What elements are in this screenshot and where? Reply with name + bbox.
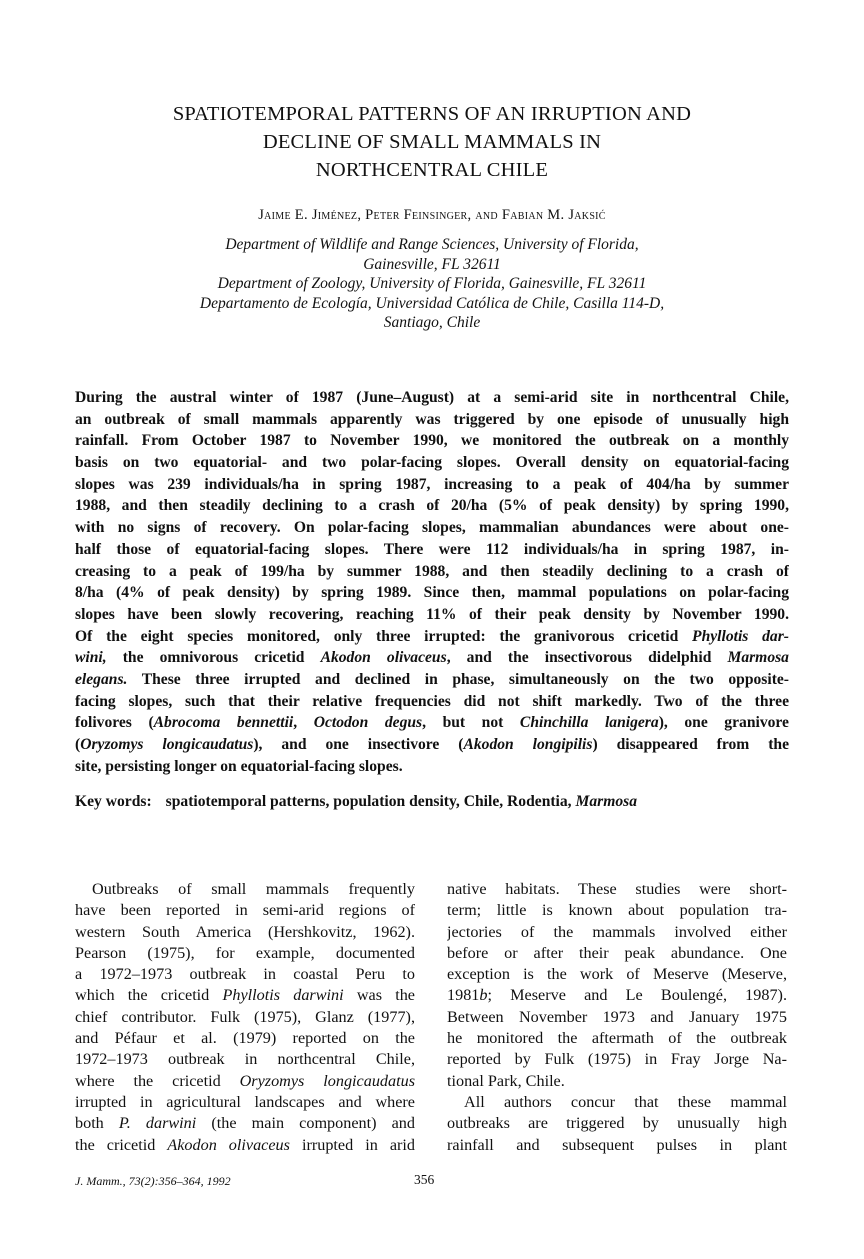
text-line: irrupted in agricultural landscapes and where [75, 1092, 415, 1111]
title-line: SPATIOTEMPORAL PATTERNS OF AN IRRUPTION AND [172, 103, 692, 125]
text-line: basis on two equatorial- and two polar-facing slopes. Overall density on equatorial-facing [75, 454, 789, 472]
text-line: slopes was 239 individuals/ha in spring 1987, increasing to a peak of 404/ha by summer [75, 475, 789, 493]
keywords-label: Key words: [75, 793, 152, 810]
text-line: which the cricetid Phyllotis darwini was the [75, 986, 415, 1005]
text-line: All authors concur that these mammal [464, 1092, 787, 1111]
text-line: native habitats. These studies were short- [447, 880, 787, 898]
paper-title [0, 100, 864, 184]
text-line: western South America (Hershkovitz, 1962). [75, 922, 415, 941]
text-line: Of the eight species monitored, only three irrupted: the granivorous cricetid Phyllotis dar- [75, 627, 789, 645]
text-line: 1972–1973 outbreak in northcentral Chile, [75, 1050, 415, 1069]
text-line: before or after their peak abundance. One [447, 943, 787, 962]
text-line: 8/ha (4% of peak density) by spring 1989. Since then, mammal populations on polar-facing [75, 584, 789, 602]
text-line: elegans. These three irrupted and declined in phase, simultaneously on the two opposite- [75, 670, 789, 688]
text-line: half those of equatorial-facing slopes. There were 112 individuals/ha in spring 1987, in- [75, 540, 789, 558]
text-line: an outbreak of small mammals apparently was triggered by one episode of unusually high [75, 410, 789, 428]
text-line: facing slopes, such that their relative frequencies did not shift markedly. Two of the three [75, 692, 789, 710]
text-line: he monitored the aftermath of the outbreak [447, 1029, 787, 1048]
text-line: a 1972–1973 outbreak in coastal Peru to [75, 965, 415, 984]
affiliation-line: Department of Zoology, University of Florida, Gainesville, FL 32611 [217, 275, 647, 293]
text-line: rainfall. From October 1987 to November 1990, we monitored the outbreak on a monthly [75, 432, 789, 450]
text-line: jectories of the mammals involved either [447, 922, 787, 941]
text-line: site, persisting longer on equatorial-facing slopes. [75, 757, 403, 775]
affiliation-line: Departamento de Ecología, Universidad Católica de Chile, Casilla 114-D, [199, 294, 665, 312]
text-line: (Oryzomys longicaudatus), and one insectivore (Akodon longipilis) disappeared from the [75, 736, 789, 753]
title-line: NORTHCENTRAL CHILE [315, 159, 549, 181]
keywords [75, 793, 789, 811]
text-line: wini, the omnivorous cricetid Akodon olivaceus, and the insectivorous didelphid Marmosa [75, 649, 789, 667]
text-line: chief contributor. Fulk (1975), Glanz (1977), [75, 1007, 415, 1026]
text-line: Between November 1973 and January 1975 [447, 1007, 787, 1026]
text-line: term; little is known about population tra- [447, 901, 787, 920]
journal-citation: J. Mamm., 73(2):356–364, 1992 [75, 1174, 231, 1188]
abstract [75, 387, 789, 777]
text-line: Pearson (1975), for example, documented [75, 943, 415, 962]
text-line: 1988, and then steadily declining to a crash of 20/ha (5% of peak density) by spring 1990, [75, 497, 789, 515]
text-line: slopes have been slowly recovering, reaching 11% of their peak density by November 1990. [75, 605, 789, 623]
body-column-left [75, 879, 415, 1156]
affiliations [0, 235, 864, 333]
text-line: Outbreaks of small mammals frequently [92, 880, 415, 898]
text-line: exception is the work of Meserve (Meserve, [447, 965, 787, 984]
text-line: rainfall and subsequent pulses in plant [447, 1135, 787, 1154]
text-line: and Péfaur et al. (1979) reported on the [75, 1029, 415, 1048]
affiliation-line: Department of Wildlife and Range Sciences, University of Florida, [225, 236, 639, 253]
text-line: both P. darwini (the main component) and [75, 1114, 415, 1133]
author-list: Jaime E. Jiménez, Peter Feinsinger, and Fabian M. Jaksić [258, 207, 606, 223]
affiliation-line: Santiago, Chile [383, 314, 481, 332]
text-line: the cricetid Akodon olivaceus irrupted in arid [75, 1135, 415, 1154]
text-line: have been reported in semi-arid regions of [75, 901, 415, 920]
affiliation-line: Gainesville, FL 32611 [363, 255, 501, 273]
text-line: outbreaks are triggered by unusually high [447, 1114, 787, 1133]
text-line: with no signs of recovery. On polar-facing slopes, mammalian abundances were about one- [75, 519, 789, 537]
text-line: tional Park, Chile. [447, 1071, 565, 1090]
text-line: folivores (Abrocoma bennettii, Octodon degus, but not Chinchilla lanigera), one granivore [75, 714, 789, 732]
body-column-right [447, 879, 787, 1156]
text-line: 1981b; Meserve and Le Boulengé, 1987). [447, 986, 787, 1005]
text-line: reported by Fulk (1975) in Fray Jorge Na- [447, 1050, 787, 1069]
text-line: creasing to a peak of 199/ha by summer 1988, and then steadily declining to a crash of [75, 562, 789, 580]
keywords-text: spatiotemporal patterns, population density, Chile, Rodentia, Marmosa [165, 793, 638, 810]
text-line: During the austral winter of 1987 (June–August) at a semi-arid site in northcentral Chile, [75, 389, 789, 406]
page-number: 356 [414, 1172, 435, 1187]
title-line: DECLINE OF SMALL MAMMALS IN [262, 131, 602, 153]
text-line: where the cricetid Oryzomys longicaudatus [75, 1071, 415, 1090]
